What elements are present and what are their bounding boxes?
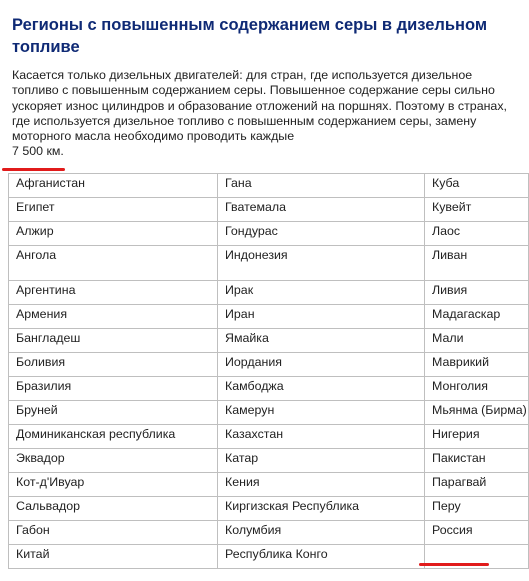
table-cell: Эквадор xyxy=(9,449,218,473)
table-row xyxy=(9,329,529,353)
table-cell: Ямайка xyxy=(218,329,425,353)
table-cell: Кот-д'Ивуар xyxy=(9,473,218,497)
table-cell: Кения xyxy=(218,473,425,497)
table-cell: Гондурас xyxy=(218,222,425,246)
table-row xyxy=(9,246,529,281)
table-cell: Республика Конго xyxy=(218,545,425,569)
table-cell: Монголия xyxy=(425,377,529,401)
table-row xyxy=(9,174,529,198)
table-cell: Алжир xyxy=(9,222,218,246)
table-cell: Сальвадор xyxy=(9,497,218,521)
table-cell: Колумбия xyxy=(218,521,425,545)
oil-change-interval: 7 500 км. xyxy=(12,144,64,159)
table-cell: Аргентина xyxy=(9,281,218,305)
intro-paragraph xyxy=(12,68,510,160)
table-cell: Пакистан xyxy=(425,449,529,473)
table-cell: Россия xyxy=(425,521,529,545)
table-row xyxy=(9,449,529,473)
table-cell: Доминиканская республика xyxy=(9,425,218,449)
table-cell: Камерун xyxy=(218,401,425,425)
table-cell: Кувейт xyxy=(425,198,529,222)
table-cell: Казахстан xyxy=(218,425,425,449)
russia-highlight-underline xyxy=(419,563,489,566)
page-title: Регионы с повышенным содержанием серы в дизельном топливе xyxy=(12,16,488,56)
table-row xyxy=(9,401,529,425)
table-cell: Габон xyxy=(9,521,218,545)
table-cell: Иран xyxy=(218,305,425,329)
table-row xyxy=(9,497,529,521)
table-cell: Гватемала xyxy=(218,198,425,222)
table-cell: Бруней xyxy=(9,401,218,425)
table-cell: Бангладеш xyxy=(9,329,218,353)
table-row xyxy=(9,222,529,246)
table-cell: Гана xyxy=(218,174,425,198)
table-row xyxy=(9,425,529,449)
table-cell: Индонезия xyxy=(218,246,425,281)
table-cell: Иордания xyxy=(218,353,425,377)
table-row xyxy=(9,305,529,329)
table-cell: Ливан xyxy=(425,246,529,281)
table-row xyxy=(9,473,529,497)
table-row xyxy=(9,281,529,305)
table-cell: Афганистан xyxy=(9,174,218,198)
table-cell: Ангола xyxy=(9,246,218,281)
table-cell: Нигерия xyxy=(425,425,529,449)
table-cell: Китай xyxy=(9,545,218,569)
table-cell: Ливия xyxy=(425,281,529,305)
regions-table xyxy=(8,173,529,569)
table-row xyxy=(9,377,529,401)
table-cell: Куба xyxy=(425,174,529,198)
table-cell: Бразилия xyxy=(9,377,218,401)
table-cell: Маврикий xyxy=(425,353,529,377)
intro-text: Касается только дизельных двигателей: для стран, где используется дизельное топливо с повышенным содержанием серы. Повышенное содержание серы сильно ускоряет износ цилиндров и образование отложений на поршнях. Поэтому в странах, где используется дизельное топливо с повышенным содержанием серы, замену моторного масла необходимо проводить каждые xyxy=(12,68,507,144)
table-cell: Мадагаскар xyxy=(425,305,529,329)
table-cell: Мали xyxy=(425,329,529,353)
table-row xyxy=(9,521,529,545)
table-cell: Боливия xyxy=(9,353,218,377)
table-cell: Парагвай xyxy=(425,473,529,497)
table-row xyxy=(9,353,529,377)
table-cell: Катар xyxy=(218,449,425,473)
table-cell: Перу xyxy=(425,497,529,521)
table-cell: Армения xyxy=(9,305,218,329)
table-cell: Киргизская Республика xyxy=(218,497,425,521)
table-cell: Египет xyxy=(9,198,218,222)
interval-highlight-underline xyxy=(2,168,65,171)
table-cell: Ирак xyxy=(218,281,425,305)
table-cell: Лаос xyxy=(425,222,529,246)
table-cell: Мьянма (Бирма) xyxy=(425,401,529,425)
table-row xyxy=(9,198,529,222)
table-cell: Камбоджа xyxy=(218,377,425,401)
